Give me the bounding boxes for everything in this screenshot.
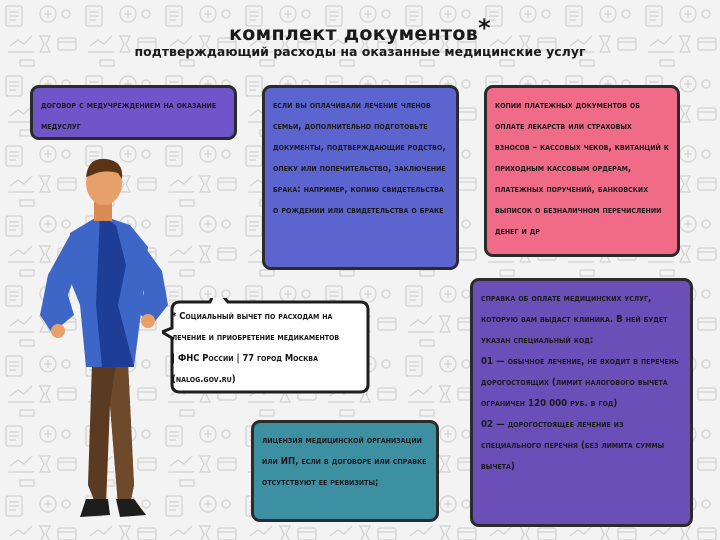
license-text: лицензия медицинской организации или ИП, если в договоре или справке отсутствуют ее реквизиты; bbox=[262, 435, 427, 488]
source-note-line1: * Социальный вычет по расходам на лечение и приобретение медикаментов bbox=[172, 311, 340, 343]
page-title bbox=[0, 14, 720, 45]
medical-certificate-card bbox=[470, 278, 693, 527]
page-subtitle: подтверждающий расходы на оказанные медицинские услуг bbox=[134, 44, 586, 59]
certificate-code-02: 02 — дорогостоящее лечение из специального перечня (без лимита суммы вычета) bbox=[481, 419, 665, 472]
contract-card bbox=[30, 85, 237, 140]
payment-documents-card bbox=[484, 85, 680, 257]
contract-text: договор с медучреждением на оказание медуслуг bbox=[41, 100, 217, 132]
source-note-line2: | ФНС России | 77 город Москва bbox=[172, 353, 318, 364]
title-asterisk: * bbox=[478, 14, 491, 42]
man-illustration bbox=[30, 155, 180, 525]
source-note-line3: (nalog.gov.ru) bbox=[172, 374, 236, 385]
payment-documents-text: копии платежных документов об оплате лекарств или страховых взносов – кассовых чеков, квитанций к приходным кассовым ордерам, платежных поручений, банковских выписок о безналичном перечислении денег и др bbox=[495, 100, 669, 237]
family-documents-card bbox=[262, 85, 459, 270]
license-card bbox=[251, 420, 439, 522]
title-text: комплект документов bbox=[229, 23, 479, 45]
certificate-intro: справка об оплате медицинских услуг, которую вам выдаст клиника. В ней будет указан специальный код: bbox=[481, 293, 668, 346]
source-note bbox=[172, 306, 362, 390]
family-documents-text: если вы оплачивали лечение членов семьи, дополнительно подготовьте документы, подтверждающие родство, опеку или попечительство, заключение брака: например, копию свидетельства о рождении или свидетельства о браке bbox=[273, 100, 446, 216]
certificate-code-01: 01 — обычное лечение, не входит в перечень дорогостоящих (лимит налогового вычета ограничен 120 000 руб. в год) bbox=[481, 356, 679, 409]
